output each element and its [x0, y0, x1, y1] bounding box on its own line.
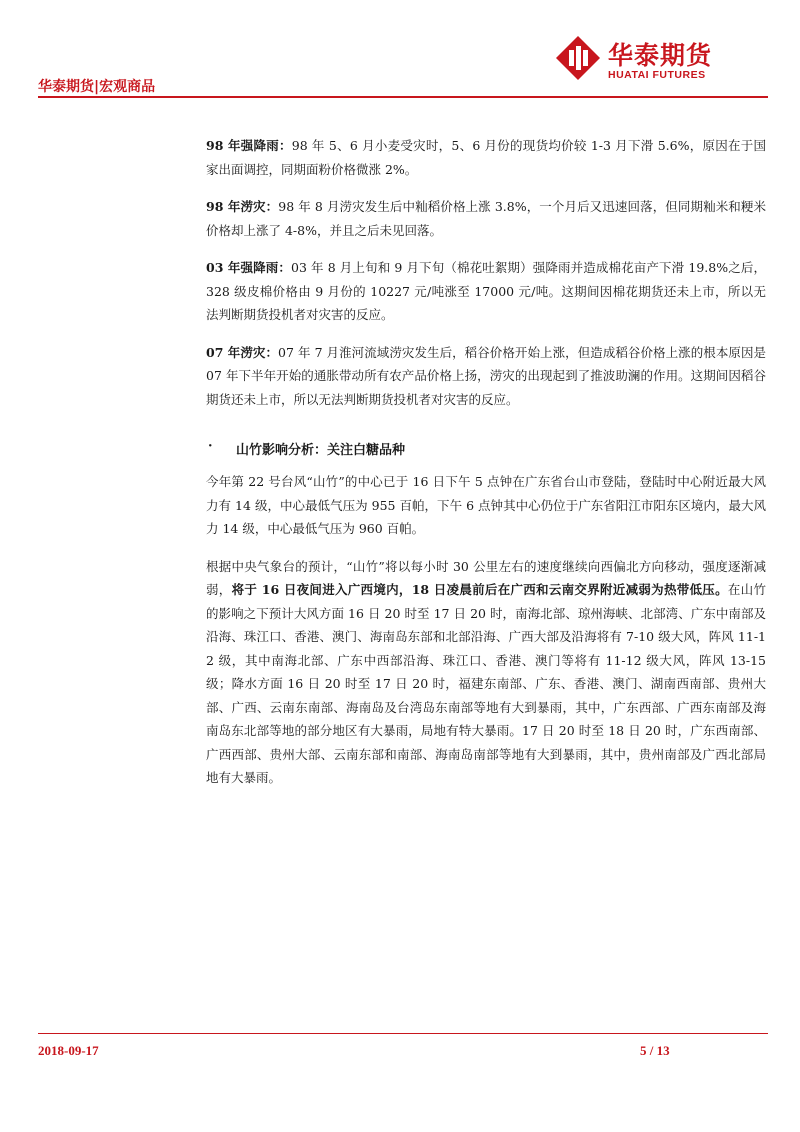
paragraph-2003-rain	[206, 256, 766, 327]
bullet-icon: ·	[208, 439, 213, 454]
footer-date: 2018-09-17	[38, 1043, 99, 1058]
report-body	[206, 134, 766, 804]
paragraph-text: 98 年 8 月涝灾发生后中籼稻价格上涨 3.8%，一个月后又迅速回落，但同期籼米和粳米价格却上涨了 4-8%，并且之后未见回落。	[206, 199, 767, 238]
paragraph-lead: 98 年涝灾：	[206, 199, 279, 214]
paragraph-lead: 98 年强降雨：	[206, 138, 292, 153]
paragraph-text: 98 年 5、6 月小麦受灾时，5、6 月份的现货均价较 1-3 月下滑 5.6%，原因在于国家出面调控，同期面粉价格微涨 2%。	[206, 138, 766, 177]
paragraph-lead: 07 年涝灾：	[206, 344, 279, 360]
paragraph-text: 07 年 7 月淮河流域涝灾发生后，稻谷价格开始上涨，但造成稻谷价格上涨的根本原因是 07 年下半年开始的通胀带动所有农产品价格上扬，涝灾的出现起到了推波助澜的作用。这期间因稻谷期货还未上市，所以无法判断期货投机者对灾害的反应。	[206, 344, 767, 407]
section-heading	[206, 439, 766, 458]
paragraph-1998-flood	[206, 195, 766, 242]
paragraph-text: 在山竹的影响之下预计大风方面 16 日 20 时至 17 日 20 时，南海北部、琼州海峡、北部湾、广东中南部及沿海、珠江口、香港、澳门、海南岛东部和北部沿海、广西大部及沿海将有 7-10 级大风，阵风 11-12 级，其中南海北部、广东中西部沿海、珠江口、香港、澳门等将有 11-12 级大风，阵风 13-15 级；降水方面 16 日 20 时至 17 日 20 时，福建东南部、广东、香港、澳门、湖南西南部、贵州大部、广西、云南东南部、海南岛及台湾岛东南部等地有大到暴雨，其中，广东西部、广西东南部及海南岛东北部等地的部分地区有大暴雨，局地有特大暴雨。17 日 20 时至 18 日 20 时，广东西南部、广西西部、贵州大部、云南东部和南部、海南岛南部等地有大到暴雨，其中，贵州南部及广西北部局地有大暴雨。	[206, 582, 766, 785]
footer-divider	[38, 1033, 768, 1034]
paragraph-typhoon-forecast	[206, 555, 766, 790]
header-section-label: 华泰期货|宏观商品	[38, 79, 156, 95]
paragraph-text: 03 年 8 月上旬和 9 月下旬（棉花吐絮期）强降雨并造成棉花亩产下滑 19.8%之后，328 级皮棉价格由 9 月份的 10227 元/吨涨至 17000 元/吨。这期间因棉花期货还未上市，所以无法判断期货投机者对灾害的反应。	[206, 260, 766, 322]
paragraph-2007-flood	[206, 341, 766, 412]
page-number: 5 / 13	[640, 1043, 670, 1058]
logo-text-cn: 华泰期货	[608, 41, 713, 70]
section-title: 山竹影响分析：关注白糖品种	[236, 443, 406, 458]
paragraph-emphasis: 将于 16 日夜间进入广西境内，18 日凌晨前后在广西和云南交界附近减弱为热带低压。	[231, 582, 728, 597]
logo-text-en: HUATAI FUTURES	[608, 69, 706, 81]
paragraph-typhoon-landfall: 今年第 22 号台风“山竹”的中心已于 16 日下午 5 点钟在广东省台山市登陆，登陆时中心附近最大风力有 14 级，中心最低气压为 955 百帕，下午 6 点钟其中心仍位于广东省阳江市阳东区境内，最大风力 14 级，中心最低气压为 960 百帕。	[206, 474, 766, 536]
paragraph-lead: 03 年强降雨：	[206, 260, 292, 275]
header-divider	[38, 96, 768, 98]
paragraph-text: 根据中央气象台的预计，“山竹”将以每小时 30 公里左右的速度继续向西偏北方向移动，强度逐渐减弱，	[206, 558, 766, 597]
paragraph-1998-rain	[206, 134, 766, 181]
